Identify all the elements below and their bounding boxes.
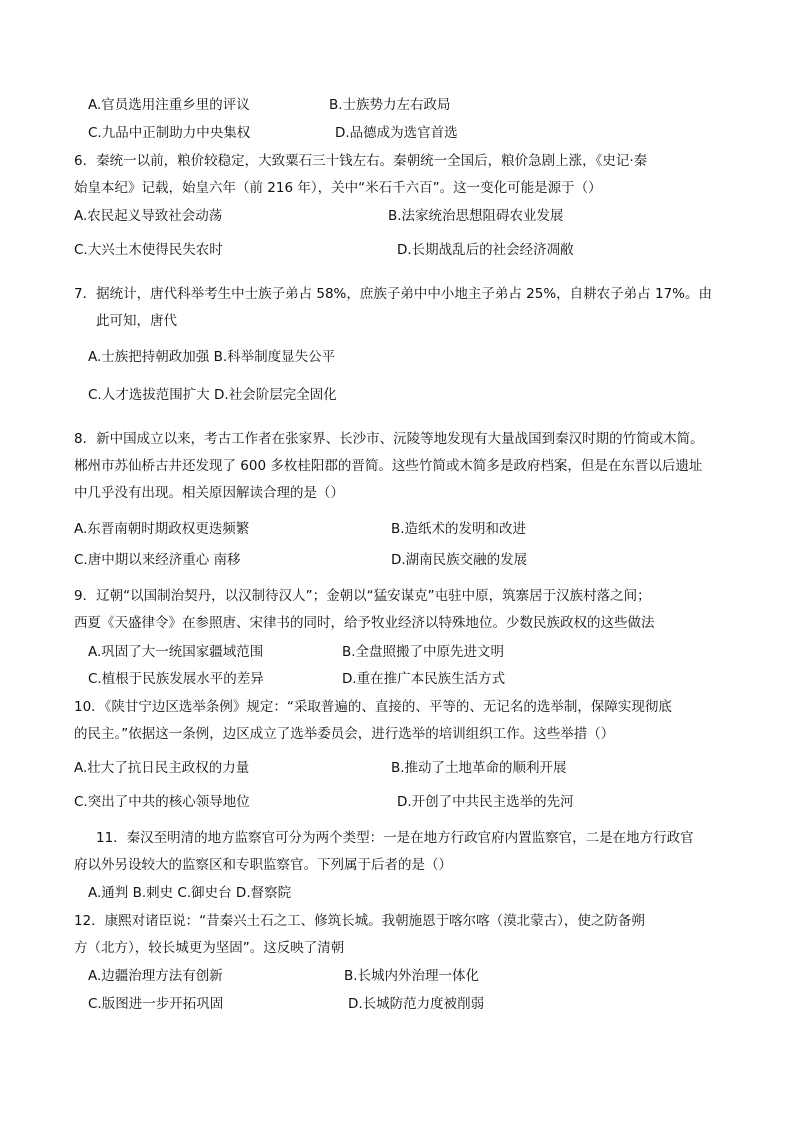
q12-stem-line2: 方（北方），较长城更为坚固”。这反映了清朝: [74, 940, 345, 956]
q6-option-c: C.大兴土木使得民失农时: [74, 242, 223, 258]
q6-option-d: D.长期战乱后的社会经济凋敝: [397, 242, 574, 258]
q9-stem-line1: 9．辽朝“以国制治契丹，以汉制待汉人”；金朝以“猛安谋克”屯驻中原，筑寨居于汉族村落之间；: [74, 588, 651, 604]
q10-option-b: B.推动了土地革命的顺利开展: [391, 760, 567, 776]
q8-option-d: D.湖南民族交融的发展: [391, 552, 528, 568]
q8-stem-line3: 中几乎没有出现。相关原因解读合理的是（）: [74, 485, 344, 501]
q12-option-d: D.长城防范力度被削弱: [348, 996, 485, 1012]
q8-option-a: A.东晋南朝时期政权更迭频繁: [74, 521, 250, 537]
q12-stem-line1: 12．康熙对诸臣说：“昔秦兴土石之工、修筑长城。我朝施恩于喀尔喀（漠北蒙古），使之防备朔: [74, 913, 645, 929]
q9-option-b: B.全盘照搬了中原先进文明: [342, 644, 505, 660]
q7-stem-line2: 此可知，唐代: [96, 313, 177, 329]
q5-option-d: D.品德成为选官首选: [335, 125, 458, 141]
q10-stem-line1: 10．《陕甘宁边区选举条例》规定：“采取普遍的、直接的、平等的、无记名的选举制，保障实现彻底: [74, 699, 672, 715]
q11-stem-line1: 11．秦汉至明清的地方监察官可分为两个类型：一是在地方行政官府内置监察官，二是在地方行政官: [96, 830, 694, 846]
q7-options-line2: C.人才选拔范围扩大 D.社会阶层完全固化: [88, 387, 337, 403]
q10-option-d: D.开创了中共民主选举的先河: [397, 794, 574, 810]
q8-stem-line1: 8．新中国成立以来，考古工作者在张家界、长沙市、沅陵等地发现有大量战国到秦汉时期的竹简或木简。: [74, 431, 704, 447]
q9-stem-line2: 西夏《天盛律令》在参照唐、宋律书的同时，给予牧业经济以特殊地位。少数民族政权的这些做法: [74, 615, 655, 631]
q8-option-c: C.唐中期以来经济重心 南移: [74, 552, 241, 568]
q7-options-line1: A.士族把持朝政加强 B.科举制度显失公平: [88, 349, 336, 365]
q8-option-b: B.造纸术的发明和改进: [391, 521, 527, 537]
q10-option-a: A.壮大了抗日民主政权的力量: [74, 760, 250, 776]
q7-stem-line1: 7．据统计，唐代科举考生中士族子弟占 58%，庶族子弟中中小地主子弟占 25%，自耕农子弟占 17%。由: [74, 286, 712, 302]
q9-option-d: D.重在推广本民族生活方式: [342, 671, 506, 687]
q9-option-c: C.植根于民族发展水平的差异: [88, 671, 264, 687]
q12-option-a: A.边疆治理方法有创新: [88, 968, 223, 984]
q6-stem-line2: 始皇本纪》记载，始皇六年（前 216 年），关中“米石千六百”。这一变化可能是源于（）: [74, 180, 602, 196]
q5-option-b: B.士族势力左右政局: [329, 97, 451, 113]
q6-option-b: B.法家统治思想阻碍农业发展: [388, 208, 564, 224]
q6-stem-line1: 6．秦统一以前，粮价较稳定，大致粟石三十钱左右。秦朝统一全国后，粮价急剧上涨，《史记·秦: [74, 153, 648, 169]
q5-option-c: C.九品中正制助力中央集权: [88, 125, 251, 141]
q11-stem-line2: 府以外另设较大的监察区和专职监察官。下列属于后者的是（）: [74, 857, 452, 873]
q12-option-b: B.长城内外治理一体化: [344, 968, 480, 984]
q9-option-a: A.巩固了大一统国家疆域范围: [88, 644, 264, 660]
q12-option-c: C.版图进一步开拓巩固: [88, 996, 224, 1012]
q6-option-a: A.农民起义导致社会动荡: [74, 208, 223, 224]
q10-stem-line2: 的民主。”依据这一条例，边区成立了选举委员会，进行选举的培训组织工作。这些举措（）: [74, 726, 615, 742]
q11-options: A.通判 B.刺史 C.御史台 D.督察院: [88, 885, 292, 901]
q5-option-a: A.官员选用注重乡里的评议: [88, 97, 250, 113]
q10-option-c: C.突出了中共的核心领导地位: [74, 794, 250, 810]
q8-stem-line2: 郴州市苏仙桥古井还发现了 600 多枚桂阳郡的晋简。这些竹简或木简多是政府档案，但是在东晋以后遗址: [74, 458, 703, 474]
